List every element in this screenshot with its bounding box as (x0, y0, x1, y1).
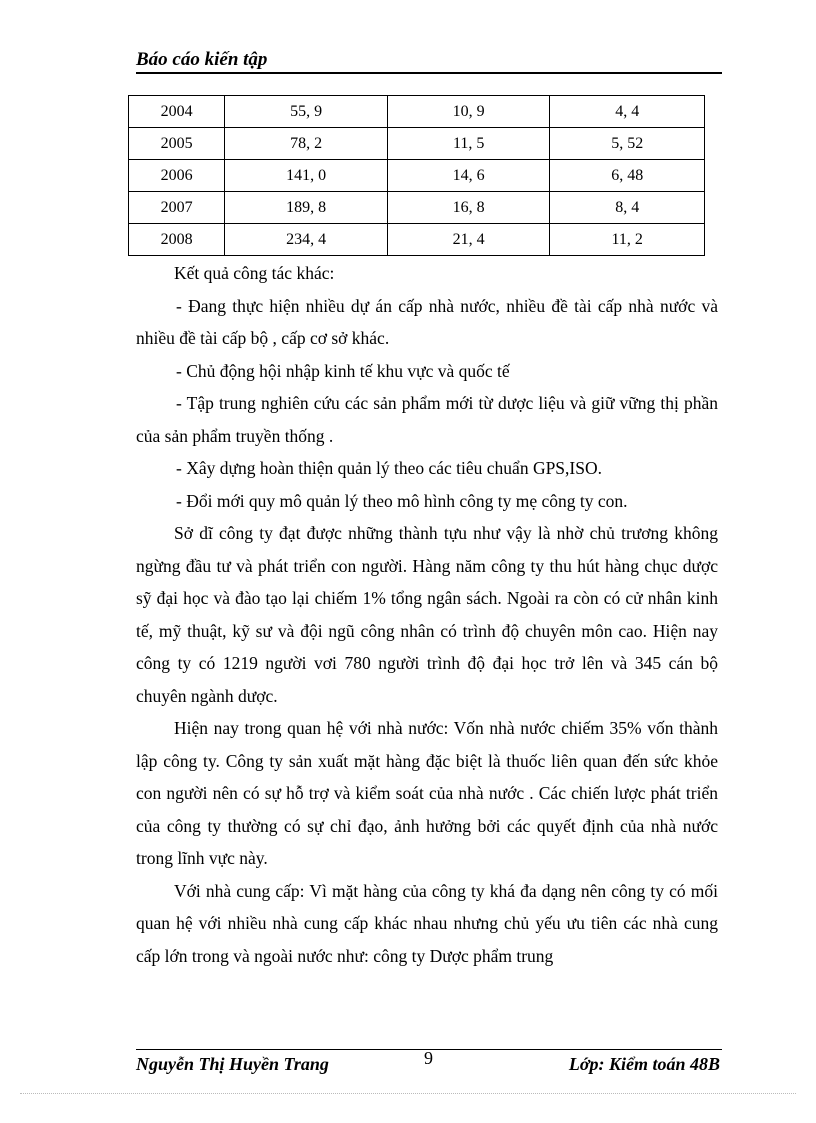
footer-class: Lớp: Kiểm toán 48B (568, 1054, 720, 1074)
table-cell-year: 2006 (129, 160, 225, 192)
table-cell: 4, 4 (550, 96, 705, 128)
table-cell: 189, 8 (225, 192, 388, 224)
body-text (136, 257, 718, 972)
table-cell-year: 2004 (129, 96, 225, 128)
table-cell: 8, 4 (550, 192, 705, 224)
table-row (129, 160, 705, 192)
table-cell: 234, 4 (225, 224, 388, 256)
table-cell: 10, 9 (387, 96, 550, 128)
table-cell-year: 2005 (129, 128, 225, 160)
paragraph-other-results: Kết quả công tác khác: (174, 263, 335, 283)
table-cell: 11, 2 (550, 224, 705, 256)
paragraph-suppliers: Với nhà cung cấp: Vì mặt hàng của công ty khá đa dạng nên công ty có mối quan hệ với nhiều nhà cung cấp khác nhau nhưng chủ yếu ưu tiên các nhà cung cấp lớn trong và ngoài nước như: công ty Dược phẩm trung (136, 880, 718, 966)
table-cell-year: 2007 (129, 192, 225, 224)
table-row (129, 96, 705, 128)
data-table (128, 95, 705, 256)
table-cell: 141, 0 (225, 160, 388, 192)
table-cell: 14, 6 (387, 160, 550, 192)
table-cell: 6, 48 (550, 160, 705, 192)
table-cell: 21, 4 (387, 224, 550, 256)
footer-author: Nguyễn Thị Huyền Trang (136, 1054, 329, 1074)
table-cell: 55, 9 (225, 96, 388, 128)
paragraph-bullet-research: - Tập trung nghiên cứu các sản phẩm mới từ dược liệu và giữ vững thị phần của sản phẩm truyền thống . (136, 393, 718, 446)
page-bottom-dotted-line (20, 1093, 796, 1094)
table-cell-year: 2008 (129, 224, 225, 256)
header-rule (136, 72, 722, 74)
paragraph-state-relations: Hiện nay trong quan hệ với nhà nước: Vốn nhà nước chiếm 35% vốn thành lập công ty. Công ty sản xuất mặt hàng đặc biệt là thuốc liên quan đến sức khỏe con người nên có sự hỗ trợ và kiểm soát của nhà nước . Các chiến lược phát triển của công ty thường có sự chỉ đạo, ảnh hưởng bởi các quyết định của nhà nước trong lĩnh vực này. (136, 718, 718, 868)
table-row (129, 192, 705, 224)
paragraph-bullet-integration: - Chủ động hội nhập kinh tế khu vực và quốc tế (176, 360, 510, 381)
paragraph-bullet-management: - Đổi mới quy mô quản lý theo mô hình công ty mẹ công ty con. (176, 490, 628, 511)
table-row (129, 224, 705, 256)
table-cell: 5, 52 (550, 128, 705, 160)
table-cell: 16, 8 (387, 192, 550, 224)
table-cell: 78, 2 (225, 128, 388, 160)
paragraph-achievements: Sở dĩ công ty đạt được những thành tựu như vậy là nhờ chủ trương không ngừng đầu tư và phát triển con người. Hàng năm công ty thu hút hàng chục dược sỹ đại học và đào tạo lại chiếm 1% tổng ngân sách. Ngoài ra còn có cử nhân kinh tế, mỹ thuật, kỹ sư và đội ngũ công nhân có trình độ chuyên môn cao. Hiện nay công ty có 1219 người vơi 780 người trình độ đại học trở lên và 345 cán bộ chuyên ngành dược. (136, 523, 718, 706)
paragraph-bullet-standards: - Xây dựng hoàn thiện quản lý theo các tiêu chuẩn GPS,ISO. (176, 458, 602, 478)
table-cell: 11, 5 (387, 128, 550, 160)
header-title: Báo cáo kiến tập (136, 49, 268, 70)
page-number: 9 (424, 1048, 433, 1068)
table-row (129, 128, 705, 160)
paragraph-bullet-projects: - Đang thực hiện nhiều dự án cấp nhà nước, nhiều đề tài cấp nhà nước và nhiều đề tài cấp bộ , cấp cơ sở khác. (136, 295, 718, 348)
